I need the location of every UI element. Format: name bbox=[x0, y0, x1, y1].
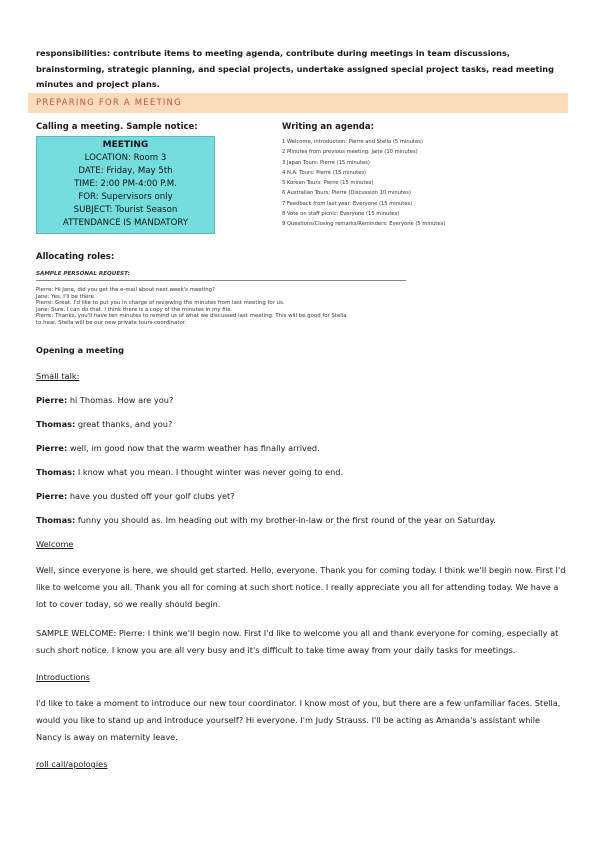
introductions-heading: Introductions bbox=[36, 672, 90, 682]
welcome-heading: Welcome bbox=[36, 539, 74, 549]
speech-text: I know what you mean. I thought winter was never going to end. bbox=[75, 467, 344, 477]
agenda-item: 4 N.A. Tours: Pierre (15 minutes) bbox=[282, 169, 367, 176]
agenda-item: 8 Vote on staff picnic: Everyone (15 minutes) bbox=[282, 211, 400, 218]
dialog-row bbox=[36, 514, 566, 526]
speaker-name: Pierre: bbox=[36, 491, 68, 501]
agenda-item: 9 Questions/Closing remarks/Reminders: Everyone (5 minutes) bbox=[282, 221, 446, 228]
allocating-roles-section bbox=[36, 251, 416, 327]
speech-text: well, im good now that the warm weather has finally arrived. bbox=[67, 443, 320, 453]
calling-meeting-section bbox=[36, 121, 276, 234]
section-header: PREPARING FOR A MEETING bbox=[28, 93, 568, 113]
roles-heading: Allocating roles: bbox=[36, 252, 115, 262]
agenda-item: 1 Welcome, introduction: Pierre and Stella (5 minutes) bbox=[282, 139, 423, 145]
agenda-item: 3 Japan Tours: Pierre (15 minutes) bbox=[282, 159, 370, 166]
dialog-line: Pierre: Thanks, you'll have ten minutes to remind us of what we discussed last meeting. This will be good for Stella bbox=[36, 313, 347, 320]
dialog-row bbox=[36, 490, 566, 502]
welcome-paragraph: Well, since everyone is here, we should get started. Hello, everyone. Thank you for coming today. I think we'll begin now. First I'd like to welcome you all. Thank you all for coming at such short notice. I really appreciate you all for attending today. We have a lot to cover today, so we really should begin. bbox=[36, 565, 566, 609]
speaker-name: Thomas: bbox=[36, 467, 76, 477]
notice-line: ATTENDANCE IS MANDATORY bbox=[62, 218, 189, 228]
sample-dialog bbox=[36, 287, 416, 327]
speech-text: have you dusted off your golf clubs yet? bbox=[67, 491, 235, 501]
agenda-heading: Writing an agenda: bbox=[282, 122, 375, 132]
speech-text: great thanks, and you? bbox=[75, 419, 173, 429]
notice-line: LOCATION: Room 3 bbox=[84, 153, 167, 163]
agenda-item: 6 Australian Tours: Pierre (Discussion 10 minutes) bbox=[282, 190, 411, 197]
agenda-section bbox=[282, 121, 562, 230]
agenda-item: 5 Korean Tours: Pierre (15 minutes) bbox=[282, 180, 374, 187]
dialog-row bbox=[36, 418, 566, 430]
agenda-list bbox=[282, 137, 562, 230]
sample-welcome-paragraph: SAMPLE WELCOME: Pierre: I think we'll begin now. First I'd like to welcome you all and thank everyone for coming, especially at such short notice. I know you are all very busy and it's difficult to take time away from your daily tasks for meetings. bbox=[36, 628, 559, 655]
calling-heading: Calling a meeting. Sample notice: bbox=[36, 122, 198, 132]
notice-line: DATE: Friday, May 5th bbox=[78, 166, 173, 176]
divider bbox=[36, 280, 406, 281]
notice-line: FOR: Supervisors only bbox=[78, 192, 173, 202]
speech-text: hi Thomas. How are you? bbox=[67, 395, 174, 405]
notice-line: TIME: 2:00 PM-4:00 P.M. bbox=[74, 179, 177, 189]
notice-title: MEETING bbox=[102, 140, 149, 150]
dialog-row bbox=[36, 466, 566, 478]
dialog-line: to hear. Stella will be our new private tours coordinator. bbox=[36, 319, 187, 326]
speaker-name: Pierre: bbox=[36, 443, 68, 453]
dialog-row bbox=[36, 442, 566, 454]
speech-text: funny you should as. Im heading out with my brother-in-law or the first round of the year on Saturday. bbox=[75, 515, 496, 525]
rollcall-heading: roll call/apologies bbox=[36, 759, 108, 769]
opening-meeting-section bbox=[36, 344, 566, 770]
dialog-line: Jane: Yes, I'll be there. bbox=[36, 293, 96, 300]
dialog-line: Pierre: Great. I'd like to put you in charge of reviewing the minutes from last meeting for us. bbox=[36, 300, 285, 307]
small-talk-heading: Small talk: bbox=[36, 371, 80, 381]
dialog-line: Jane: Sure. I can do that. I think there is a copy of the minutes in my file. bbox=[36, 306, 233, 313]
speaker-name: Pierre: bbox=[36, 395, 68, 405]
dialog-line: Pierre: Hi Jane, did you get the e-mail about next week's meeting? bbox=[36, 287, 215, 293]
meeting-notice-box bbox=[36, 136, 215, 234]
notice-line: SUBJECT: Tourist Season bbox=[73, 205, 178, 215]
agenda-item: 2 Minutes from previous meeting: Jane (10 minutes) bbox=[282, 149, 418, 156]
intro-paragraph bbox=[36, 38, 566, 101]
intro-text: responsibilities: contribute items to meeting agenda, contribute during meetings in team discussions, brainstorming, strategic planning, and special projects, undertake assigned special project tasks, read meeting minutes and project plans. bbox=[36, 48, 554, 90]
agenda-item: 7 Feedback from last year: Everyone (15 minutes) bbox=[282, 200, 413, 207]
introductions-paragraph: I'd like to take a moment to introduce our new tour coordinator. I know most of you, but there are a few unfamiliar faces. Stella, would you like to stand up and introduce yourself? Hi everyone. I'm Judy Strauss. I'll be acting as Amanda's assistant while Nancy is away on maternity leave. bbox=[36, 698, 561, 742]
sample-request-title: SAMPLE PERSONAL REQUEST: bbox=[36, 271, 130, 277]
speaker-name: Thomas: bbox=[36, 419, 76, 429]
opening-heading: Opening a meeting bbox=[36, 345, 124, 355]
dialog-row bbox=[36, 394, 566, 406]
speaker-name: Thomas: bbox=[36, 515, 76, 525]
